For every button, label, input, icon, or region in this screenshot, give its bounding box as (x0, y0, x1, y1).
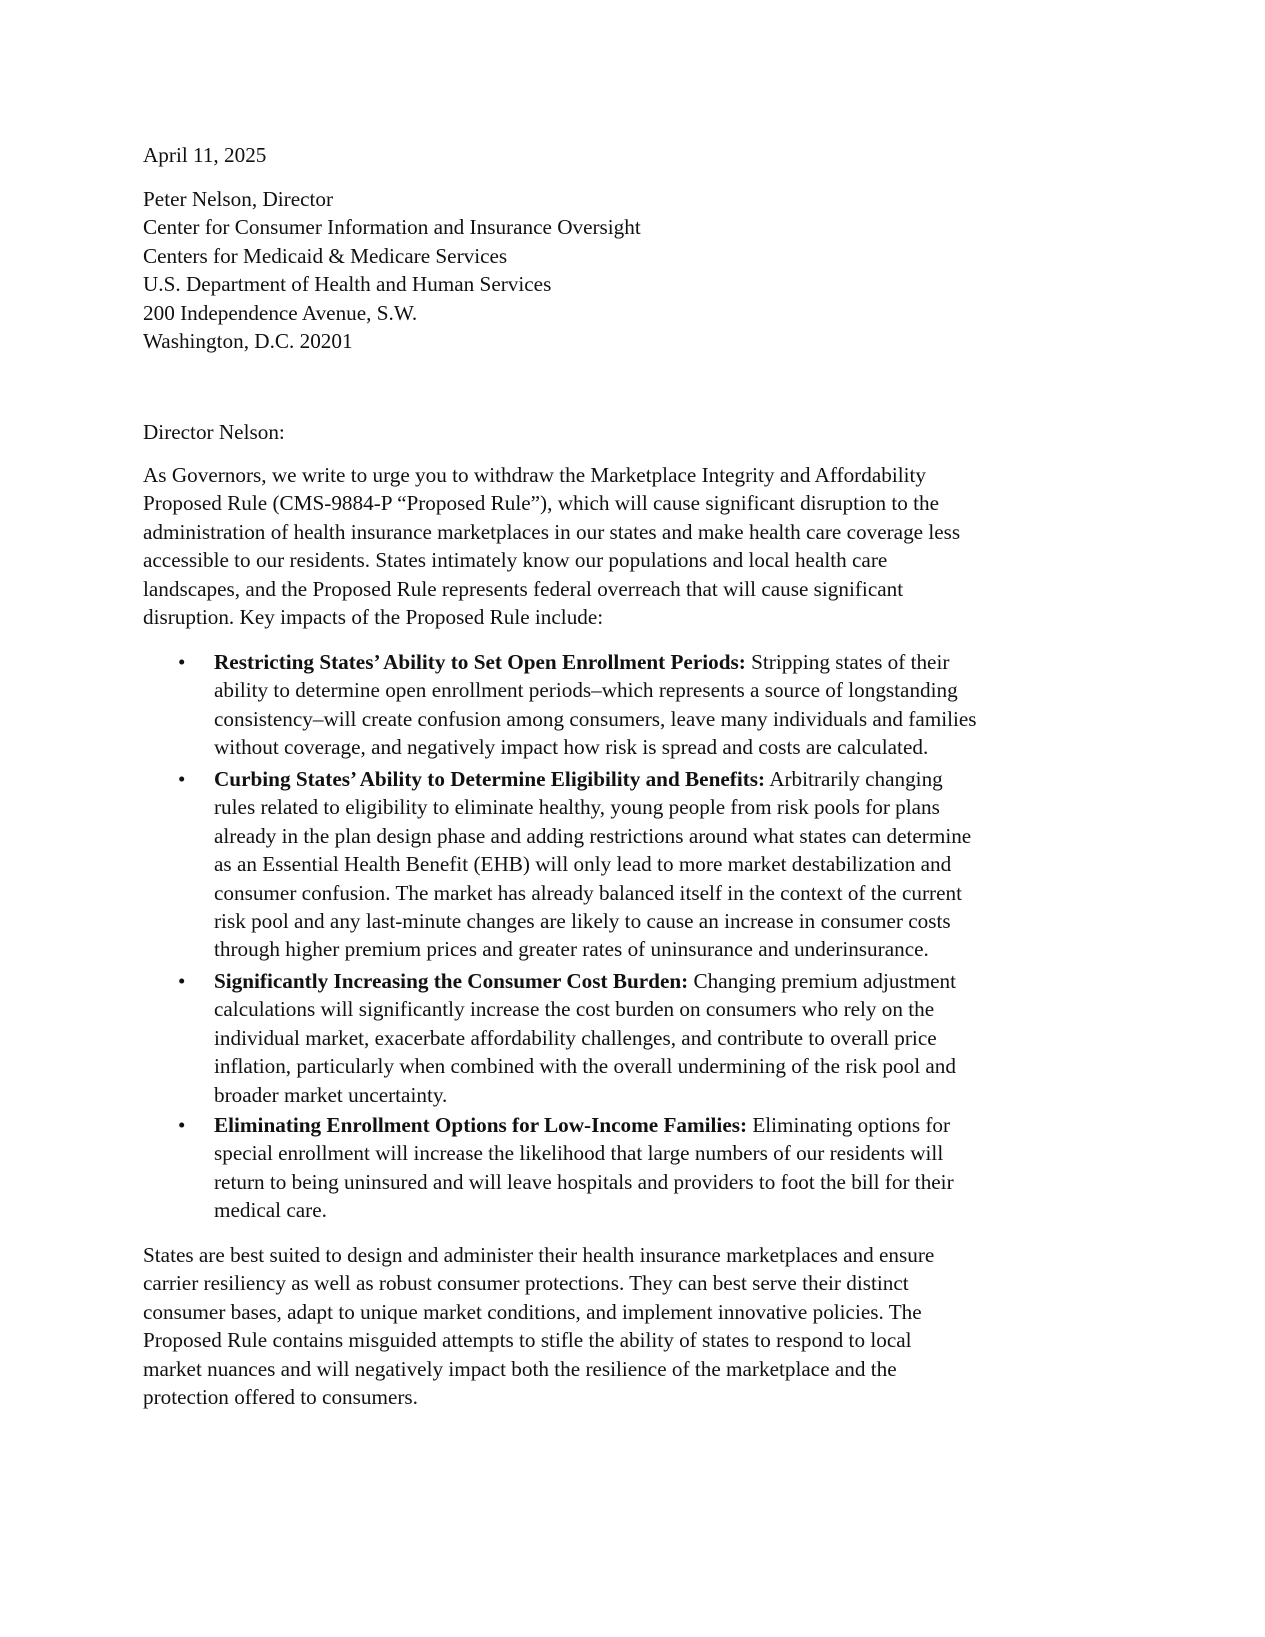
impact-line: as an Essential Health Benefit (EHB) will only lead to more market destabilization and (214, 852, 952, 877)
impact-line: through higher premium prices and greater rates of uninsurance and underinsurance. (214, 937, 929, 962)
bullet-icon: • (178, 767, 186, 791)
impact-line: consistency–will create confusion among consumers, leave many individuals and families (214, 706, 977, 731)
impact-heading: Restricting States’ Ability to Set Open Enrollment Periods: (214, 650, 746, 674)
letter-date: April 11, 2025 (143, 143, 267, 167)
intro-line: As Governors, we write to urge you to withdraw the Marketplace Integrity and Affordability (143, 463, 926, 487)
intro-line: administration of health insurance marketplaces in our states and make health care coverage less (143, 519, 961, 544)
impact-item-eligibility (143, 765, 1154, 964)
impact-line: medical care. (214, 1198, 327, 1223)
impact-line: ability to determine open enrollment periods–which represents a source of longstanding (214, 678, 958, 703)
recipient-city: Washington, D.C. 20201 (143, 329, 353, 354)
recipient-agency: Centers for Medicaid & Medicare Services (143, 243, 508, 268)
closing-line: consumer bases, adapt to unique market conditions, and implement innovative policies. The (143, 1299, 922, 1324)
impact-line: inflation, particularly when combined with the overall undermining of the risk pool and (214, 1054, 956, 1079)
closing-line: market nuances and will negatively impact both the resilience of the marketplace and the (143, 1356, 897, 1381)
salutation: Director Nelson: (143, 420, 285, 444)
impact-line: consumer confusion. The market has already balanced itself in the context of the current (214, 880, 962, 905)
intro-line: disruption. Key impacts of the Proposed Rule include: (143, 605, 604, 630)
intro-line: Proposed Rule (CMS-9884-P “Proposed Rule”), which will cause significant disruption to the (143, 491, 939, 516)
intro-line: accessible to our residents. States intimately know our populations and local health care (143, 548, 888, 573)
impact-item-enrollment-options (143, 1111, 1154, 1225)
impact-line: individual market, exacerbate affordability challenges, and contribute to overall price (214, 1025, 937, 1050)
impact-heading: Curbing States’ Ability to Determine Eligibility and Benefits: (214, 767, 766, 791)
impact-heading: Significantly Increasing the Consumer Cost Burden: (214, 969, 689, 993)
closing-line: carrier resiliency as well as robust consumer protections. They can best serve their distinct (143, 1271, 909, 1296)
closing-line: States are best suited to design and administer their health insurance marketplaces and ensure (143, 1243, 935, 1267)
impact-line: broader market uncertainty. (214, 1082, 448, 1107)
bullet-icon: • (178, 650, 186, 674)
impact-line: risk pool and any last-minute changes are likely to cause an increase in consumer costs (214, 909, 951, 934)
impact-item-cost-burden (143, 967, 1154, 1109)
impact-line: already in the plan design phase and adding restrictions around what states can determine (214, 823, 972, 848)
bullet-icon: • (178, 1113, 186, 1137)
impact-text: Arbitrarily changing (765, 767, 943, 791)
closing-paragraph (143, 1241, 1078, 1411)
recipient-name: Peter Nelson, Director (143, 187, 334, 211)
impact-line: return to being uninsured and will leave hospitals and providers to foot the bill for their (214, 1169, 954, 1194)
recipient-office: Center for Consumer Information and Insurance Oversight (143, 215, 641, 240)
closing-line: protection offered to consumers. (143, 1385, 418, 1410)
impact-text: Stripping states of their (745, 650, 950, 674)
impact-heading: Eliminating Enrollment Options for Low-Income Families: (214, 1113, 748, 1137)
recipient-address (143, 185, 1078, 355)
impact-line: special enrollment will increase the likelihood that large numbers of our residents will (214, 1141, 944, 1166)
recipient-street: 200 Independence Avenue, S.W. (143, 300, 418, 325)
impact-text: Eliminating options for (747, 1113, 951, 1137)
intro-paragraph (143, 461, 1078, 631)
impact-line: calculations will significantly increase the cost burden on consumers who rely on the (214, 997, 935, 1022)
bullet-icon: • (178, 969, 186, 993)
intro-line: landscapes, and the Proposed Rule represents federal overreach that will cause significant (143, 576, 904, 601)
closing-line: Proposed Rule contains misguided attempts to stifle the ability of states to respond to local (143, 1328, 912, 1353)
impact-item-open-enrollment (143, 648, 1154, 762)
recipient-department: U.S. Department of Health and Human Services (143, 272, 552, 297)
impact-line: rules related to eligibility to eliminate healthy, young people from risk pools for plans (214, 795, 940, 820)
impact-line: without coverage, and negatively impact how risk is spread and costs are calculated. (214, 735, 929, 760)
impact-text: Changing premium adjustment (688, 969, 956, 993)
